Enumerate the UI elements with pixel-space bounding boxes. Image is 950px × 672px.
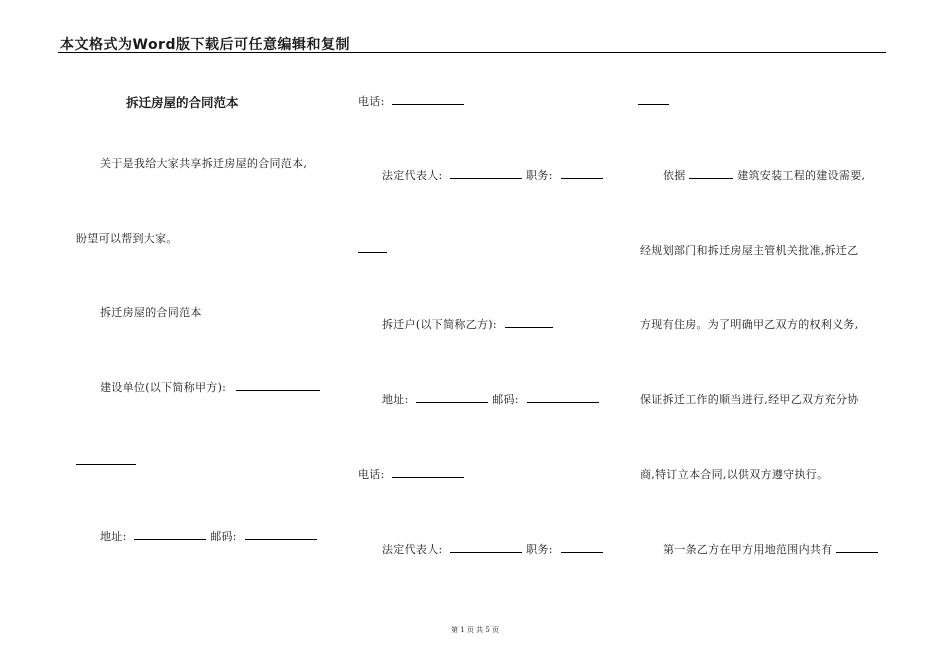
article-1-text: 第一条乙方在甲方用地范围内共有 (663, 543, 833, 556)
postcode-blank-a (245, 529, 317, 540)
representative-line-b (382, 541, 603, 557)
party-b-label: 拆迁户(以下简称乙方): (382, 318, 497, 331)
body-line-4: 保证拆迁工作的顺当进行,经甲乙双方充分协 (640, 393, 859, 406)
body-line-5: 商,特订立本合同,以供双方遵守执行。 (640, 468, 829, 481)
party-a-line (100, 379, 320, 395)
header-title: 本文格式为Word版下载后可任意编辑和复制 (60, 37, 350, 53)
representative-label-b: 法定代表人: (382, 543, 443, 556)
address-line-a (100, 528, 317, 544)
intro-line-1: 关于是我给大家共享拆迁房屋的合同范本, (100, 157, 308, 170)
phone-label-a: 电话: (358, 95, 385, 108)
party-a-blank (236, 380, 320, 391)
address-blank-a (134, 529, 206, 540)
position-blank-a (561, 168, 603, 179)
basis-prefix: 依据 (663, 169, 686, 182)
article-1-blank (836, 542, 878, 553)
document-title: 拆迁房屋的合同范本 (126, 95, 239, 110)
page-indicator: 第 1 页 共 5 页 (450, 626, 500, 634)
position-label-b: 职务: (526, 543, 553, 556)
address-line-b (382, 391, 599, 407)
representative-blank-a (450, 168, 522, 179)
address-label-b: 地址: (382, 393, 409, 406)
article-1-line (663, 541, 878, 557)
postcode-blank-b (527, 392, 599, 403)
party-b-line (382, 316, 553, 332)
phone-label-b: 电话: (358, 468, 385, 481)
phone-line-a (358, 93, 464, 109)
party-a-label: 建设单位(以下简称甲方): (100, 381, 227, 394)
body-line-3: 方现有住房。为了明确甲乙双方的权利义务, (640, 318, 859, 331)
representative-label-a: 法定代表人: (382, 169, 443, 182)
representative-line-a (382, 167, 603, 183)
phone-line-b (358, 466, 464, 482)
party-a-blank-continuation (76, 464, 136, 465)
phone-blank-b (392, 467, 464, 478)
address-label-a: 地址: (100, 530, 127, 543)
party-b-blank (505, 317, 553, 328)
project-name-blank (689, 168, 733, 179)
subtitle: 拆迁房屋的合同范本 (100, 306, 202, 319)
address-blank-b (416, 392, 488, 403)
basis-suffix: 建筑安装工程的建设需要, (737, 169, 866, 182)
position-blank-continuation-a (358, 252, 387, 253)
phone-blank-a (392, 94, 464, 105)
position-blank-b (561, 542, 603, 553)
header-divider (58, 52, 886, 53)
representative-blank-b (450, 542, 522, 553)
basis-line (663, 167, 865, 183)
body-line-2: 经规划部门和拆迁房屋主管机关批准,拆迁乙 (640, 244, 859, 257)
intro-line-2: 盼望可以帮到大家。 (76, 232, 178, 245)
carryover-blank (638, 104, 669, 105)
postcode-label-a: 邮码: (210, 530, 237, 543)
position-label-a: 职务: (526, 169, 553, 182)
postcode-label-b: 邮码: (492, 393, 519, 406)
